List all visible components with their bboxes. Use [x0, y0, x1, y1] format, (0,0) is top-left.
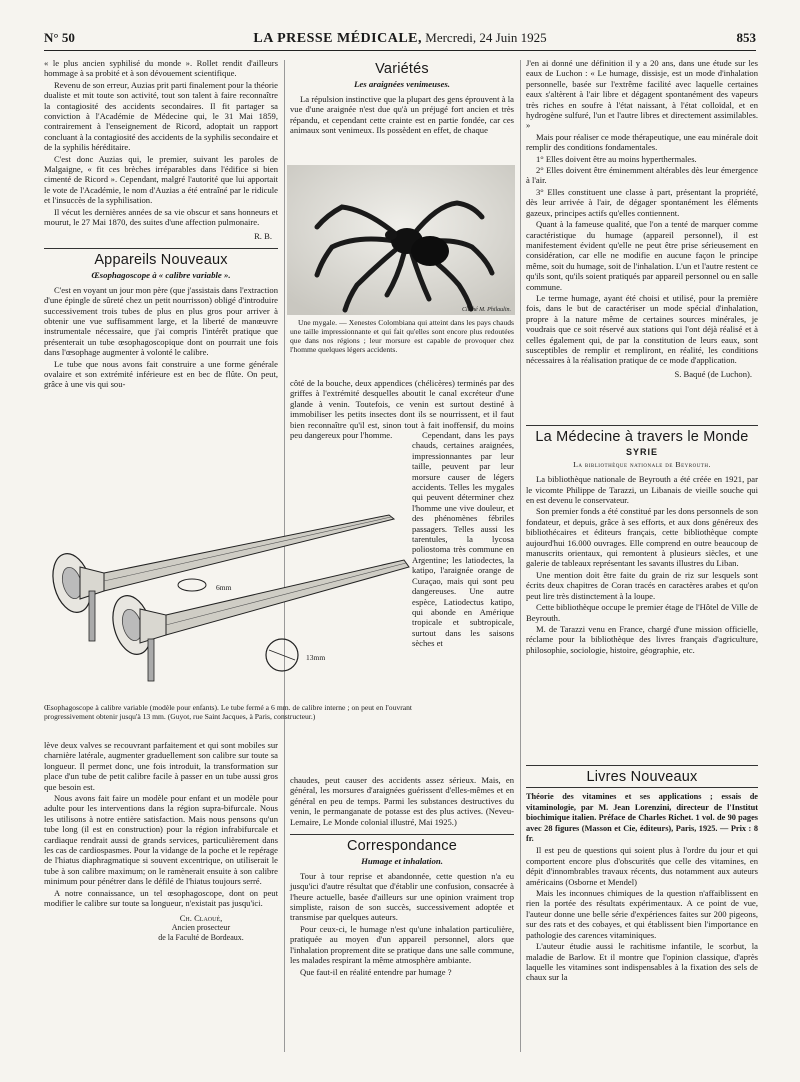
paragraph: Mais les inconnues chimiques de la question n'affaiblissent en rien la portée des résultats expérimentaux. A ce point de vue, l'auteur donne une belle série d'expériences faites sur 200 pigeons, sur des rats et des cobayes, et qui établissent bien l'importance en pathologie des carences vitaminiques. — [526, 888, 758, 940]
column-2-body-narrow — [412, 430, 514, 774]
column-1-top — [44, 58, 278, 570]
column-3-middle — [526, 418, 758, 758]
paragraph: Il est peu de questions qui soient plus à l'ordre du jour et qui comportent encore plus d'obscurités que celle des vitamines, en dépit d'innombrables travaux récents, dus notamment aux auteurs américains (Osborne et Mendel) — [526, 845, 758, 887]
paragraph: J'en ai donné une définition il y a 20 ans, dans une étude sur les eaux de Luchon : « Le humage, dissisje, est un mode d'inhalation personnelle, basée sur l'extrême facilité avec laquelle certaines eaux s'altèrent à l'air libre et dégagent spontanément des vapeurs très riches en soufre à l'état naissant, à l'état colloïdal, et en hydrogène sulfuré, l'un et l'autre libres et directement assimilables. » — [526, 58, 758, 131]
paragraph: Que faut-il en réalité entendre par humage ? — [300, 966, 452, 977]
subtitle-bibliotheque: La bibliothèque nationale de Beyrouth. — [573, 459, 711, 469]
column-1-bottom — [44, 740, 278, 1040]
cross-section-small — [178, 579, 206, 591]
signature-baque: S. Baqué (de Luchon). — [674, 368, 752, 379]
paragraph: Nous avons fait faire un modèle pour enfant et un modèle pour adulte pour les interventions dans la région supra-bifurcale. Nous les utilisons à notre entière satisfaction. Mais nous pensons qu'un tube long (il est en construction) pour la région infrabifurcale et cardiaque rendrait aussi de grands services, particulièrement dans les cas de cardiospasmes. Pour la vidange de la poche et le repérage de l'hiatus diaphragmatique si souvent excentrique, on utiliserait le tube à son calibre maximum; on le ramènerait ensuite à son calibre minimum pour pénétrer dans le défilé de l'hiatus toujours serré. — [44, 793, 278, 887]
signature-title-2: de la Faculté de Bordeaux. — [158, 933, 244, 943]
label-13mm: 13mm — [306, 653, 326, 662]
paragraph: L'auteur étudie aussi le rachitisme infantile, le scorbut, la maladie de Barlow. Et il montre que l'opinion classique, d'après laquelle les vitamines sont indispensables à la fixation des sels de chaux sur la — [526, 941, 758, 983]
signature-claoue — [44, 913, 278, 944]
paragraph: Mais pour réaliser ce mode thérapeutique, une eau minérale doit remplir des conditions fondamentales. — [526, 131, 758, 153]
column-2-top — [290, 58, 514, 168]
paragraph: C'est en voyant un jour mon père (que j'assistais dans l'extraction d'une épingle de sûreté chez un petit nourrisson) obligé d'introduire successivement trois tubes de plus en plus gros pour arriver à obtenir une vue suffisamment large, et la liberté de manœuvre instrumentale nécessaire, que j'ai compris l'intérêt pratique que présenterait un tube œsophagoscopique dont on pourrait une fois dans l'œsophage augmenter à volonté le calibre. — [44, 284, 278, 358]
paragraph: « le plus ancien syphilisé du monde ». Rollet rendit d'ailleurs hommage à sa probité et à son dévouement scientifique. — [44, 58, 278, 79]
paragraph: Son premier fonds a été constitué par les dons personnels de son fondateur, et depuis, grâce à ses efforts, et aux dons généreux des bibliothécaires et éditeurs français, cette bibliothèque compte aujourd'hui 16.000 ouvrages. Elle comprend en outre beaucoup de manuscrits orientaux, qui remontent à plusieurs siècles, et une galerie de tableaux représentant les savants illustres du Liban. — [526, 506, 758, 569]
paragraph: côté de la bouche, deux appendices (chélicères) terminés par des griffes à l'extrémité desquelles aboutit le canal excréteur d'une glande à venin. Toutefois, ce venin est surtout destiné à immobiliser les petits insectes dont ils se nourrissent, et il faut bien reconnaître qu'il est, sinon tout à fait inoffensif, du moins peu dangereux pour l'homme. — [290, 378, 514, 441]
column-2-bottom — [290, 775, 514, 1057]
paragraph: C'est donc Auzias qui, le premier, suivant les paroles de Malgaigne, « fit ces brèches irréparables dans l'édifice si bien cimenté de Ricord ». Cependant, malgré l'autorité que lui apportait le vote de l'Académie, le nom d'Auzias a été entraîné par le ridicule et l'insuccès de la syphilisation. — [44, 153, 278, 206]
signature-name: Ch. Claoué, — [179, 912, 223, 923]
paragraph: M. de Tarazzi venu en France, chargé d'une mission officielle, réclame pour la bibliothèque des livres français d'agriculture, philosophie, sociologie, histoire, géographie, etc. — [526, 623, 758, 655]
paragraph: La bibliothèque nationale de Beyrouth a été créée en 1921, par le vicomte Philippe de Tarazzi, un Libanais de vieille souche qui en est devenu le conservateur. — [526, 474, 758, 506]
paragraph: Revenu de son erreur, Auzias prit parti finalement pour la théorie dualiste et mit toute son activité, tout son talent à faire reconnaître la contagiosité des accidents secondaires. Il fit partager sa conviction à l'Académie de Médecine qui, le 31 Mai 1859, contrairement à l'enseignement de Ricord, adoptait un rapport concluant à la contagiosité des accidents de la syphilis secondaire et de la syphilis héréditaire. — [44, 79, 278, 153]
journal-title: LA PRESSE MÉDICALE, — [253, 31, 423, 46]
section-title-varietes: Variétés — [375, 61, 429, 77]
book-reference: Théorie des vitamines et ses applications ; essais de vitaminologie, par M. Jean Lorenzini, directeur de l'Institut biochimique italien. Préface de Charles Richet. 1 vol. de 90 pages avec 28 figures (Masson et Cie, éditeurs), Paris, 1925. — Prix : 8 fr. — [526, 792, 758, 844]
paragraph: Le terme humage, ayant été choisi et utilisé, pour la première fois, dans le but de caractériser un mode spécial d'inhalation, propre à la nature même de certaines sources minérales, je voudrais que ce soit réservé aux stations qui l'ont déjà réalisé et à celles également qui, de par la constitution de leurs eaux, sont susceptibles de remplir et rempliront, en réalité, les conditions nécessaires à la réalisation pratique de ce mode d'application. — [526, 292, 758, 366]
subtitle-humage: Humage et inhalation. — [361, 856, 443, 867]
country-heading: SYRIE — [625, 447, 658, 458]
page-number-left: N° 50 — [44, 30, 75, 45]
section-divider — [44, 248, 278, 249]
page-header — [44, 30, 756, 48]
spider-abdomen — [411, 236, 449, 266]
figure-spider-photo — [287, 165, 515, 315]
column-3-top — [526, 58, 758, 418]
column-divider-2 — [520, 60, 521, 1052]
paragraph: La répulsion instinctive que la plupart des gens éprouvent à la vue d'une araignée n'est due qu'à un préjugé fort ancien et très répandu, et cependant cette crainte est en partie fondée, car ces animaux sont venimeux. Ils possèdent en effet, de chaque — [290, 93, 514, 136]
column-3-bottom — [526, 758, 758, 1058]
spider-photo-caption: Une mygale. — Xenestes Colombiana qui atteint dans les pays chauds une taille impressionnante et qui fait qu'elles sont encore plus redoutées que dans nos régions ; leur morsure est capable de provoquer chez l'homme quelques légers accidents. — [290, 318, 514, 354]
subtitle-araignees: Les araignées venimeuses. — [353, 79, 451, 90]
spider-photo-illustration — [287, 165, 515, 315]
section-divider — [290, 834, 514, 835]
paragraph: 1° Elles doivent être au moins hyperthermales. — [536, 153, 697, 164]
masthead — [44, 30, 756, 47]
paragraph: Cependant, dans les pays chauds, certaines araignées, impressionnantes par leur taille, peuvent par leur morsure causer de légers accidents. Telles les mygales qui peuvent déterminer chez l'homme une vive douleur, et des phénomènes fébriles passagers. Telles aussi les tarentules, la lycosa poliostoma très commune en Argentine; les latiodectes, la katipo, l'araignée orange de Curaçao, mais qui sont peu dangereuses. Une autre espèce, Latiodectus katipo, qui abonde en Amérique tropicale et subtropicale, surtout dans les saisons sèches et — [412, 430, 514, 649]
signature-rb: R. B. — [254, 230, 272, 241]
section-title-medecine-monde: La Médecine à travers le Monde — [535, 429, 749, 445]
section-divider — [526, 425, 758, 426]
photo-credit: Cliché M. Philaulin. — [462, 307, 511, 313]
paragraph: 3° Elles constituent une classe à part, présentant la propriété, dès leur arrivée à l'air, de dégager spontanément les éléments gazeux, principes actifs qu'elles contiennent. — [526, 186, 758, 218]
section-divider — [526, 787, 758, 788]
oesophagoscope-illustration — [44, 505, 414, 685]
paragraph: Une mention doit être faite du grain de riz sur lesquels sont écrits deux chapitres de Coran tracés en caractères arabes et qu'on peut lire très distinctement à la loupe. — [526, 569, 758, 601]
issue-date: Mercredi, 24 Juin 1925 — [425, 30, 547, 45]
subtitle-oesophagoscope: Œsophagoscope à « calibre variable ». — [91, 270, 231, 281]
page-number-right: 853 — [736, 30, 756, 45]
signature-title-1: Ancien prosecteur — [171, 922, 231, 932]
paragraph: Le tube que nous avons fait construire a une forme générale ovalaire et son extrémité inférieure est en bec de flûte. On peut, grâce à une vis qui sou- — [44, 358, 278, 390]
section-title-livres: Livres Nouveaux — [586, 769, 698, 785]
paragraph: Quant à la fameuse qualité, que l'on a tenté de marquer comme caractéristique du humage (appareil personnel), il est manifestement évident qu'elle ne peut être prise sérieusement en considération, car elle ne modifie en aucune façon le principe même, soit du humage, soit de l'inhalation. L'un et l'autre restent ce qu'ils sont, qu'ils soient pratiqués par appareil personnel ou en salle commune. — [526, 219, 758, 292]
section-title-appareils: Appareils Nouveaux — [94, 251, 228, 268]
paragraph: Cette bibliothèque occupe le premier étage de l'Hôtel de Ville de Beyrouth. — [526, 602, 758, 623]
header-rule — [44, 50, 756, 51]
paragraph: chaudes, peut causer des accidents assez sérieux. Mais, en général, les morsures d'araignées guérissent d'elles-mêmes et en général en peu de temps. Parmi les substances destructives du venin, le permanganate de potasse est des plus actives. (Neveu-Lemaire, Le Monde colonial illustré, Mai 1925.) — [290, 775, 514, 827]
label-6mm: 6mm — [216, 583, 232, 592]
section-title-correspondance: Correspondance — [346, 838, 457, 855]
column-2-body-wide — [290, 378, 514, 441]
paragraph: 2° Elles doivent être éminemment altérables dès leur émergence à l'air. — [526, 165, 758, 186]
paragraph: A notre connaissance, un tel œsophagoscope, dont on peut modifier le calibre sur toute sa longueur, n'existait pas jusqu'ici. — [44, 887, 278, 909]
paragraph: Il vécut les dernières années de sa vie obscur et sans honneurs et mourut, le 27 Mai 1870, des suites d'une affection pulmonaire. — [44, 206, 278, 228]
paragraph: Tour à tour reprise et abandonnée, cette question n'a eu jusqu'ici d'autre résultat que d'établir une confusion, consacrée à l'heure actuelle, basée d'ailleurs sur une opinion vraiment trop simpliste, raison de son succès, successivement adoptée et transmise par quelques auteurs. — [290, 870, 514, 923]
figure-oesophagoscope — [44, 505, 414, 685]
paragraph: Pour ceux-ci, le humage n'est qu'une inhalation particulière, pratiquée au moyen d'un appareil personnel, alors que l'inhalation proprement dite se pratique dans une salle commune, les malades respirant la même atmosphère ambiante. — [290, 923, 514, 966]
paragraph: lève deux valves se recouvrant parfaitement et qui sont mobiles sur charnière latérale, augmenter graduellement son calibre sur toute sa longueur. Il permet donc, une fois introduit, la transformation sur place d'un tube de petit calibre facile à passer en un tube aussi gros que besoin est. — [44, 740, 278, 792]
section-divider — [526, 765, 758, 766]
figure-caption-oesophagoscope: Œsophagoscope à calibre variable (modèle pour enfants). Le tube fermé a 6 mm. de calibre interne ; on peut en l'ouvrant progressivement obtenir jusqu'à 13 mm. (Guyot, rue Saint Jacques, à Paris, constructeur.) — [44, 703, 412, 721]
